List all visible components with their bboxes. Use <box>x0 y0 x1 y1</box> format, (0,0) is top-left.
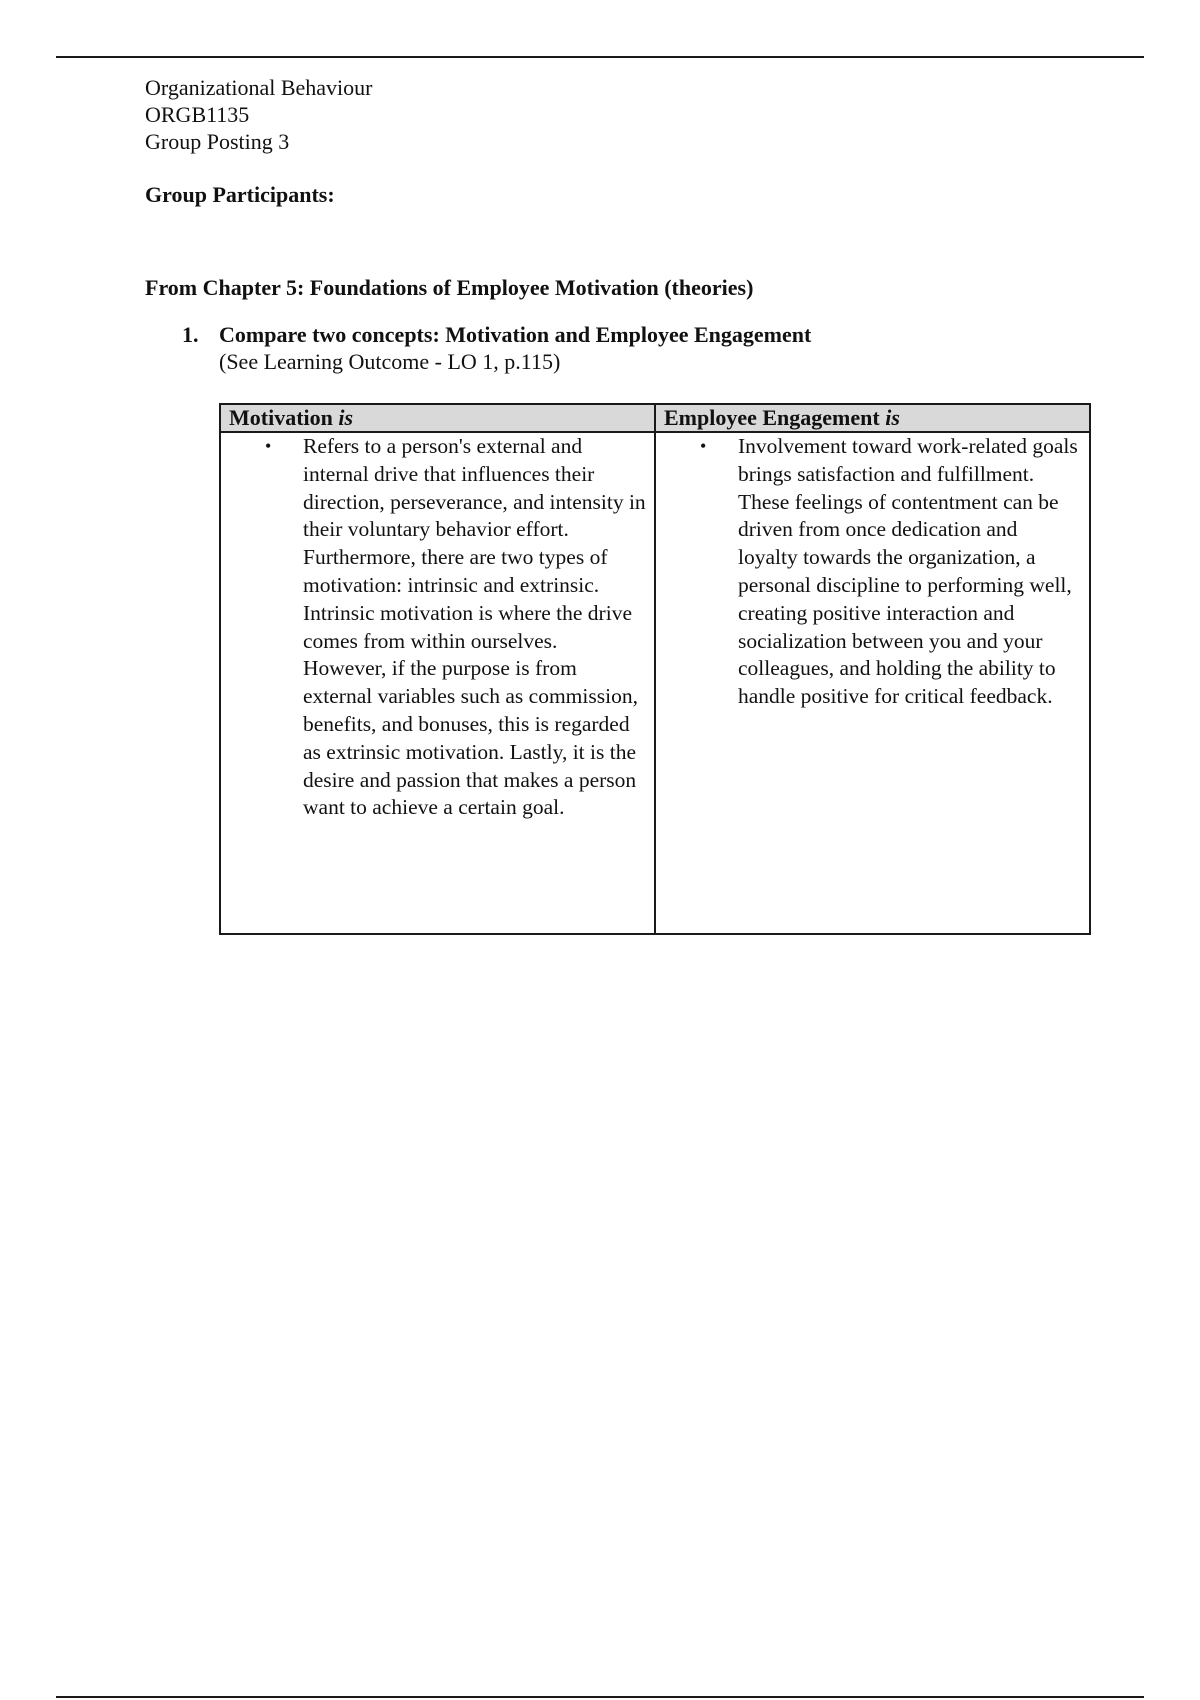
engagement-definition: Involvement toward work-related goals brings satisfaction and fulfillment. These feelings of contentment can be driven from once dedication and loyalty towards the organization, a personal discipline to performing well, creating positive interaction and socialization between you and your colleagues, and holding the ability to handle positive for critical feedback. <box>738 434 1078 709</box>
table-row <box>220 432 1090 934</box>
header-engagement-em: is <box>885 405 900 430</box>
question-1 <box>145 321 1095 375</box>
question-number: 1. <box>182 322 199 347</box>
cell-engagement <box>655 432 1090 934</box>
comparison-table <box>219 403 1091 935</box>
question-title: Compare two concepts: Motivation and Employee Engagement <box>219 322 812 347</box>
document-header <box>145 74 1095 155</box>
list-item <box>221 433 646 822</box>
posting-label: Group Posting 3 <box>145 129 290 154</box>
page-top-rule <box>56 56 1144 58</box>
participants-label: Group Participants: <box>145 182 335 207</box>
header-engagement-text: Employee Engagement <box>664 405 886 430</box>
list-item <box>656 433 1081 711</box>
header-engagement <box>655 404 1090 432</box>
header-motivation <box>220 404 655 432</box>
page-bottom-rule <box>56 1696 1144 1698</box>
header-motivation-em: is <box>338 405 354 430</box>
motivation-definition: Refers to a person's external and internal drive that influences their direction, perseverance, and intensity in their voluntary behavior effort. Furthermore, there are two types of motivation: intrinsic and extrinsic. Intrinsic motivation is where the drive comes from within ourselves. However, if the purpose is from external variables such as commission, benefits, and bonuses, this is regarded as extrinsic motivation. Lastly, it is the desire and passion that makes a person want to achieve a certain goal. <box>303 434 646 820</box>
bullet-icon: • <box>265 436 272 456</box>
chapter-heading: From Chapter 5: Foundations of Employee Motivation (theories) <box>145 275 754 300</box>
question-reference: (See Learning Outcome - LO 1, p.115) <box>219 349 561 374</box>
table-header-row <box>220 404 1090 432</box>
cell-motivation <box>220 432 655 934</box>
course-name: Organizational Behaviour <box>145 75 373 100</box>
header-motivation-text: Motivation <box>229 405 339 430</box>
bullet-icon: • <box>700 436 707 456</box>
course-code: ORGB1135 <box>145 102 250 127</box>
document-body <box>145 74 1095 935</box>
